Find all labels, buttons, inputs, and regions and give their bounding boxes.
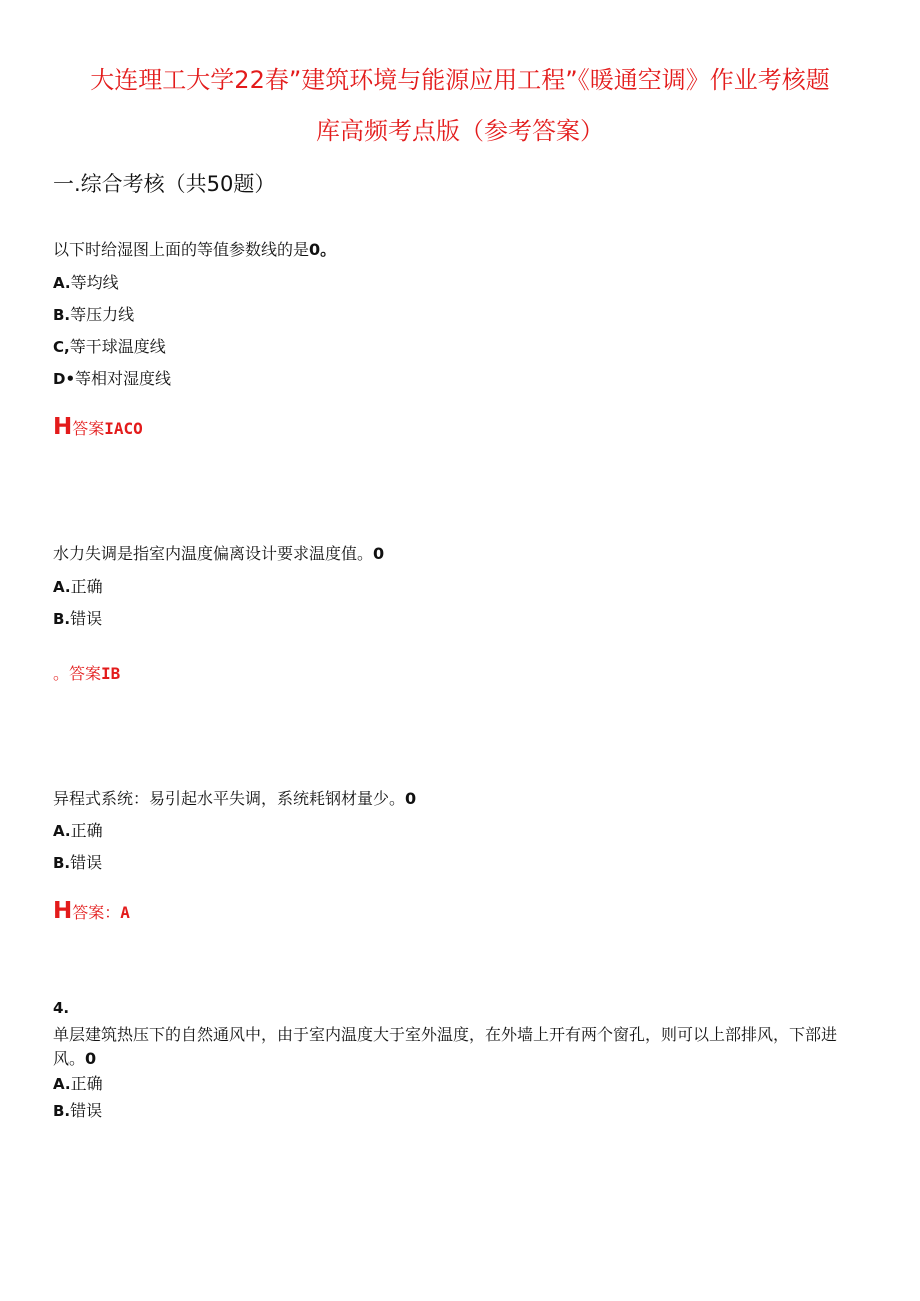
document-title-line-2: 库高频考点版（参考答案） — [316, 117, 604, 145]
option-letter: B. — [53, 854, 71, 872]
option-text: 正确 — [70, 577, 103, 596]
question-1-answer — [53, 413, 143, 443]
section-heading: 一.综合考核（共50题） — [53, 172, 276, 196]
option-text: 正确 — [70, 821, 103, 840]
option-letter: B. — [53, 1102, 71, 1120]
question-3-option-a — [53, 819, 103, 843]
option-letter: B. — [53, 306, 71, 324]
question-2 — [53, 542, 863, 566]
question-4-text — [53, 1023, 863, 1071]
option-letter: B. — [53, 610, 71, 628]
question-4 — [53, 997, 863, 1071]
question-1-option-b — [53, 303, 134, 327]
question-1 — [53, 238, 863, 262]
answer-value: IB — [101, 664, 121, 683]
answer-lead-mark: H — [53, 414, 73, 440]
option-text: 错误 — [70, 853, 103, 872]
question-3 — [53, 787, 863, 811]
question-2-option-b — [53, 607, 102, 631]
option-text: 错误 — [70, 1101, 103, 1120]
question-4-stem: 单层建筑热压下的自然通风中，由于室内温度大于室外温度，在外墙上开有两个窗孔，则可以上部排风，下部进风。 — [53, 1025, 838, 1068]
option-letter: A. — [53, 274, 71, 292]
question-3-end-mark: 0 — [405, 789, 417, 808]
question-3-stem: 异程式系统：易引起水平失调，系统耗钢材量少。 — [53, 789, 406, 808]
answer-label: 答案 — [72, 419, 105, 438]
question-4-option-a — [53, 1072, 103, 1096]
option-letter: A. — [53, 822, 71, 840]
question-1-option-c — [53, 335, 166, 359]
question-2-stem: 水力失调是指室内温度偏离设计要求温度值。 — [53, 544, 374, 563]
option-letter: D• — [53, 370, 76, 388]
question-1-text — [53, 238, 863, 262]
question-3-option-b — [53, 851, 102, 875]
question-1-option-d — [53, 367, 171, 391]
question-2-answer — [53, 660, 120, 688]
question-2-option-a — [53, 575, 103, 599]
option-letter: A. — [53, 578, 71, 596]
question-1-stem: 以下时给湿图上面的等值参数线的是 — [53, 240, 310, 259]
answer-value: IACO — [104, 419, 143, 438]
question-4-number: 4. — [53, 999, 70, 1017]
question-3-answer — [53, 897, 130, 927]
answer-lead-mark: H — [53, 898, 73, 924]
option-text: 等干球温度线 — [69, 337, 166, 356]
question-4-option-b — [53, 1099, 102, 1123]
option-text: 等相对湿度线 — [75, 369, 172, 388]
answer-value: A — [120, 903, 130, 922]
question-2-end-mark: 0 — [373, 544, 385, 563]
question-1-end-mark: 0。 — [309, 240, 337, 259]
question-3-text — [53, 787, 863, 811]
option-letter: A. — [53, 1075, 71, 1093]
option-letter: C, — [53, 338, 70, 356]
option-text: 错误 — [70, 609, 103, 628]
option-text: 正确 — [70, 1074, 103, 1093]
answer-label: 答案 — [69, 664, 102, 683]
document-title-line-1: 大连理工大学22春”建筑环境与能源应用工程”《暖通空调》作业考核题 — [90, 66, 830, 94]
option-text: 等压力线 — [70, 305, 135, 324]
answer-lead-mark: 。 — [53, 664, 70, 683]
option-text: 等均线 — [70, 273, 119, 292]
question-1-option-a — [53, 271, 119, 295]
question-2-text — [53, 542, 863, 566]
question-4-end-mark: 0 — [85, 1049, 97, 1068]
answer-label: 答案： — [72, 903, 121, 922]
